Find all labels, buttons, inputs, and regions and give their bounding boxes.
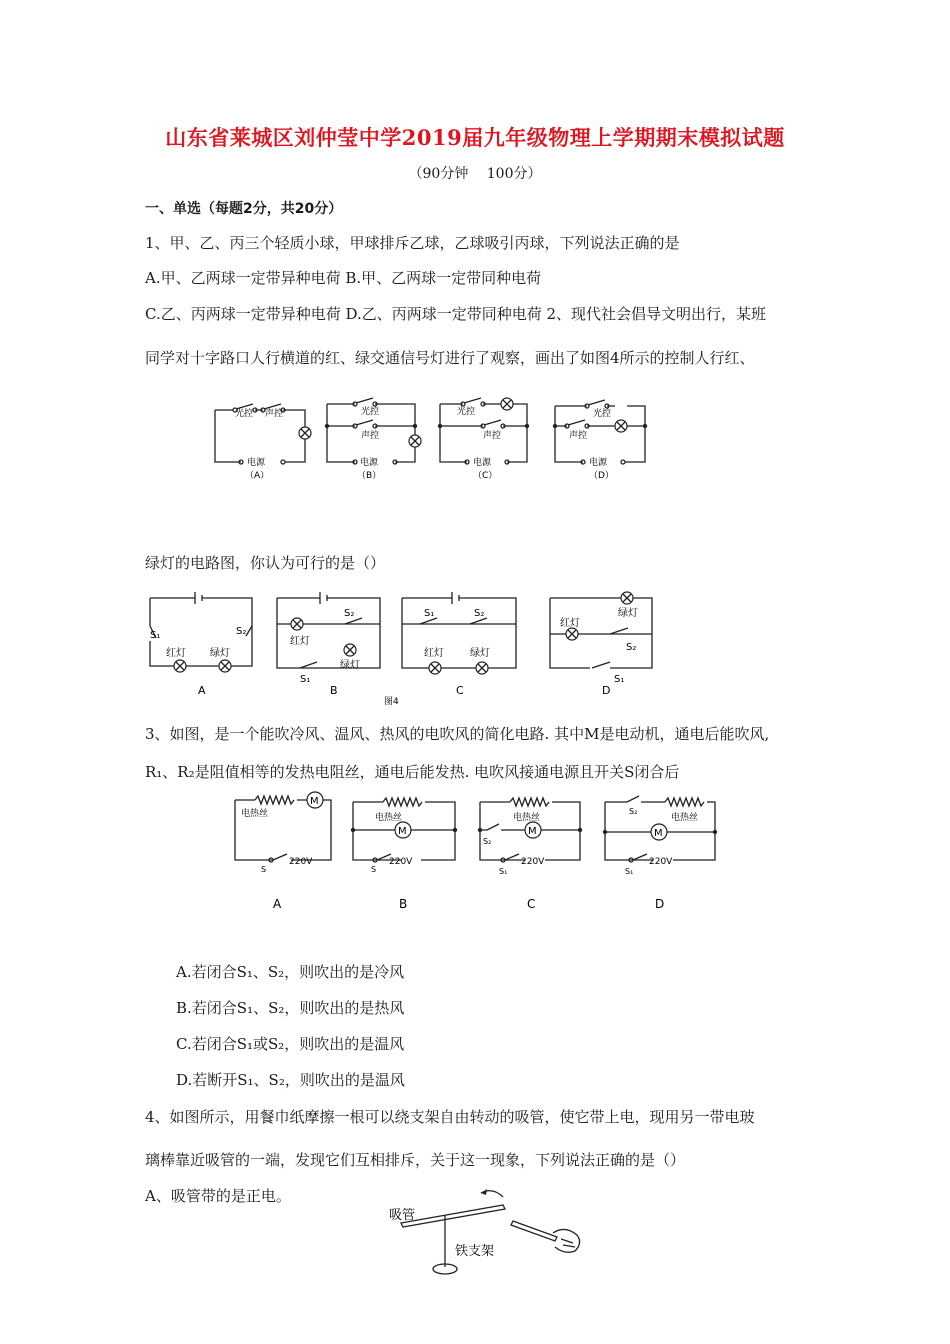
motor-label: M <box>398 826 407 837</box>
q1-options-ab: A.甲、乙两球一定带异种电荷 B.甲、乙两球一定带同种电荷 <box>145 269 542 287</box>
label-power: 电源 <box>473 458 492 468</box>
traffic-circuit-d <box>550 592 652 697</box>
caption-d: （D） <box>589 471 614 481</box>
switch-s2-label: S₂ <box>629 807 638 816</box>
label-sound-control: 声控 <box>483 431 502 441</box>
q3-option-d: D.若断开S₁、S₂，则吹出的是温风 <box>176 1071 405 1089</box>
caption-c: C <box>456 684 464 697</box>
label-power: 电源 <box>589 458 608 468</box>
label-s2: S₂ <box>626 642 637 653</box>
traffic-circuit-c <box>402 592 516 697</box>
circuit-d <box>553 400 647 481</box>
label-s1: S₁ <box>614 674 625 685</box>
label-s2: S₂ <box>236 626 247 637</box>
dryer-circuit-d <box>603 796 717 911</box>
label-red-light: 红灯 <box>424 648 444 659</box>
label-s2: S₂ <box>474 608 485 619</box>
q3-stem-line2: R₁、R₂是阻值相等的发热电阻丝，通电后能发热. 电吹风接通电源且开关S闭合后 <box>145 763 680 781</box>
label-s1: S₁ <box>424 608 435 619</box>
heater-label: 电热丝 <box>375 813 403 823</box>
caption-d: D <box>602 684 611 697</box>
heater-label: 电热丝 <box>241 809 269 819</box>
switch-s2-label: S₂ <box>483 837 492 846</box>
label-light-control: 光控 <box>235 409 254 419</box>
voltage-label: 220V <box>521 857 545 867</box>
voltage-label: 220V <box>649 857 673 867</box>
circuit-a <box>215 404 311 481</box>
q3-option-c: C.若闭合S₁或S₂，则吹出的是温风 <box>176 1035 405 1053</box>
label-power: 电源 <box>247 458 266 468</box>
q2-stem-line2: 同学对十字路口人行横道的红、绿交通信号灯进行了观察，画出了如图4所示的控制人行红、 <box>145 349 755 367</box>
page-title: 山东省莱城区刘仲莹中学2019届九年级物理上学期期末模拟试题 <box>165 125 785 150</box>
caption-a: A <box>273 897 282 911</box>
label-red-light: 红灯 <box>166 648 186 659</box>
straw-label: 吸管 <box>389 1208 416 1223</box>
q3-figure-hair-dryer-circuits <box>225 790 725 915</box>
traffic-circuit-a <box>150 592 252 697</box>
heater-label: 电热丝 <box>671 813 699 823</box>
label-red-light: 红灯 <box>560 618 580 629</box>
switch-s-label: S <box>371 865 377 874</box>
label-s1: S₁ <box>300 674 311 685</box>
caption-a: A <box>198 684 206 697</box>
section-heading: 一、单选（每题2分，共20分） <box>145 201 343 217</box>
q1-options-cd: C.乙、丙两球一定带异种电荷 D.乙、丙两球一定带同种电荷 2、现代社会倡导文明出行，某班 <box>145 305 767 323</box>
label-green-light: 绿灯 <box>618 608 638 619</box>
traffic-circuit-b <box>277 592 380 697</box>
label-green-light: 绿灯 <box>210 648 230 659</box>
dryer-circuit-b <box>351 798 457 911</box>
label-green-light: 绿灯 <box>470 648 490 659</box>
caption-d: D <box>655 897 665 911</box>
voltage-label: 220V <box>289 857 313 867</box>
label-s1: S₁ <box>150 630 161 641</box>
circuit-b <box>325 398 421 481</box>
q4-option-a: A、吸管带的是正电。 <box>145 1187 291 1205</box>
label-power: 电源 <box>360 458 379 468</box>
circuit-c <box>438 398 529 481</box>
q4-stem-line2: 璃棒靠近吸管的一端，发现它们互相排斥，关于这一现象，下列说法正确的是（） <box>145 1151 686 1169</box>
motor-label: M <box>528 826 537 837</box>
label-red-light: 红灯 <box>290 636 310 647</box>
q1-stem: 1、甲、乙、丙三个轻质小球，甲球排斥乙球，乙球吸引丙球，下列说法正确的是 <box>145 234 680 252</box>
exam-duration-score: （90分钟 100分） <box>408 166 542 182</box>
label-sound-control: 声控 <box>265 409 284 419</box>
dryer-circuit-a <box>235 792 331 911</box>
voltage-label: 220V <box>389 857 413 867</box>
label-s2: S₂ <box>344 608 355 619</box>
q2-figure-sensor-circuits <box>205 396 665 486</box>
label-sound-control: 声控 <box>569 431 588 441</box>
stand-label: 铁支架 <box>455 1244 495 1259</box>
heater-label: 电热丝 <box>513 813 541 823</box>
figure-4-label: 图4 <box>384 697 399 706</box>
caption-c: C <box>527 897 536 911</box>
switch-s-label: S <box>261 865 267 874</box>
q2-figure-traffic-lights <box>140 586 670 706</box>
caption-b: （B） <box>357 471 382 481</box>
label-sound-control: 声控 <box>361 431 380 441</box>
caption-a: （A） <box>245 471 270 481</box>
motor-label: M <box>654 828 663 839</box>
label-light-control: 光控 <box>361 407 380 417</box>
switch-s1-label: S₁ <box>499 867 508 876</box>
caption-c: （C） <box>473 471 498 481</box>
label-green-light: 绿灯 <box>340 660 360 671</box>
q3-option-b: B.若闭合S₁、S₂，则吹出的是热风 <box>176 999 405 1017</box>
dryer-circuit-c <box>478 798 582 911</box>
label-light-control: 光控 <box>593 409 612 419</box>
q4-figure-straw <box>385 1185 605 1285</box>
q3-stem-line1: 3、如图，是一个能吹冷风、温风、热风的电吹风的简化电路. 其中M是电动机，通电后能吹风, <box>145 725 770 743</box>
label-light-control: 光控 <box>457 407 476 417</box>
caption-b: B <box>399 897 408 911</box>
caption-b: B <box>330 684 338 697</box>
motor-label: M <box>310 796 319 807</box>
q3-option-a: A.若闭合S₁、S₂，则吹出的是冷风 <box>176 963 405 981</box>
q2-stem-line3: 绿灯的电路图，你认为可行的是（） <box>145 554 386 572</box>
q4-stem-line1: 4、如图所示，用餐巾纸摩擦一根可以绕支架自由转动的吸管，使它带上电，现用另一带电玻 <box>145 1108 755 1126</box>
switch-s1-label: S₁ <box>625 867 634 876</box>
